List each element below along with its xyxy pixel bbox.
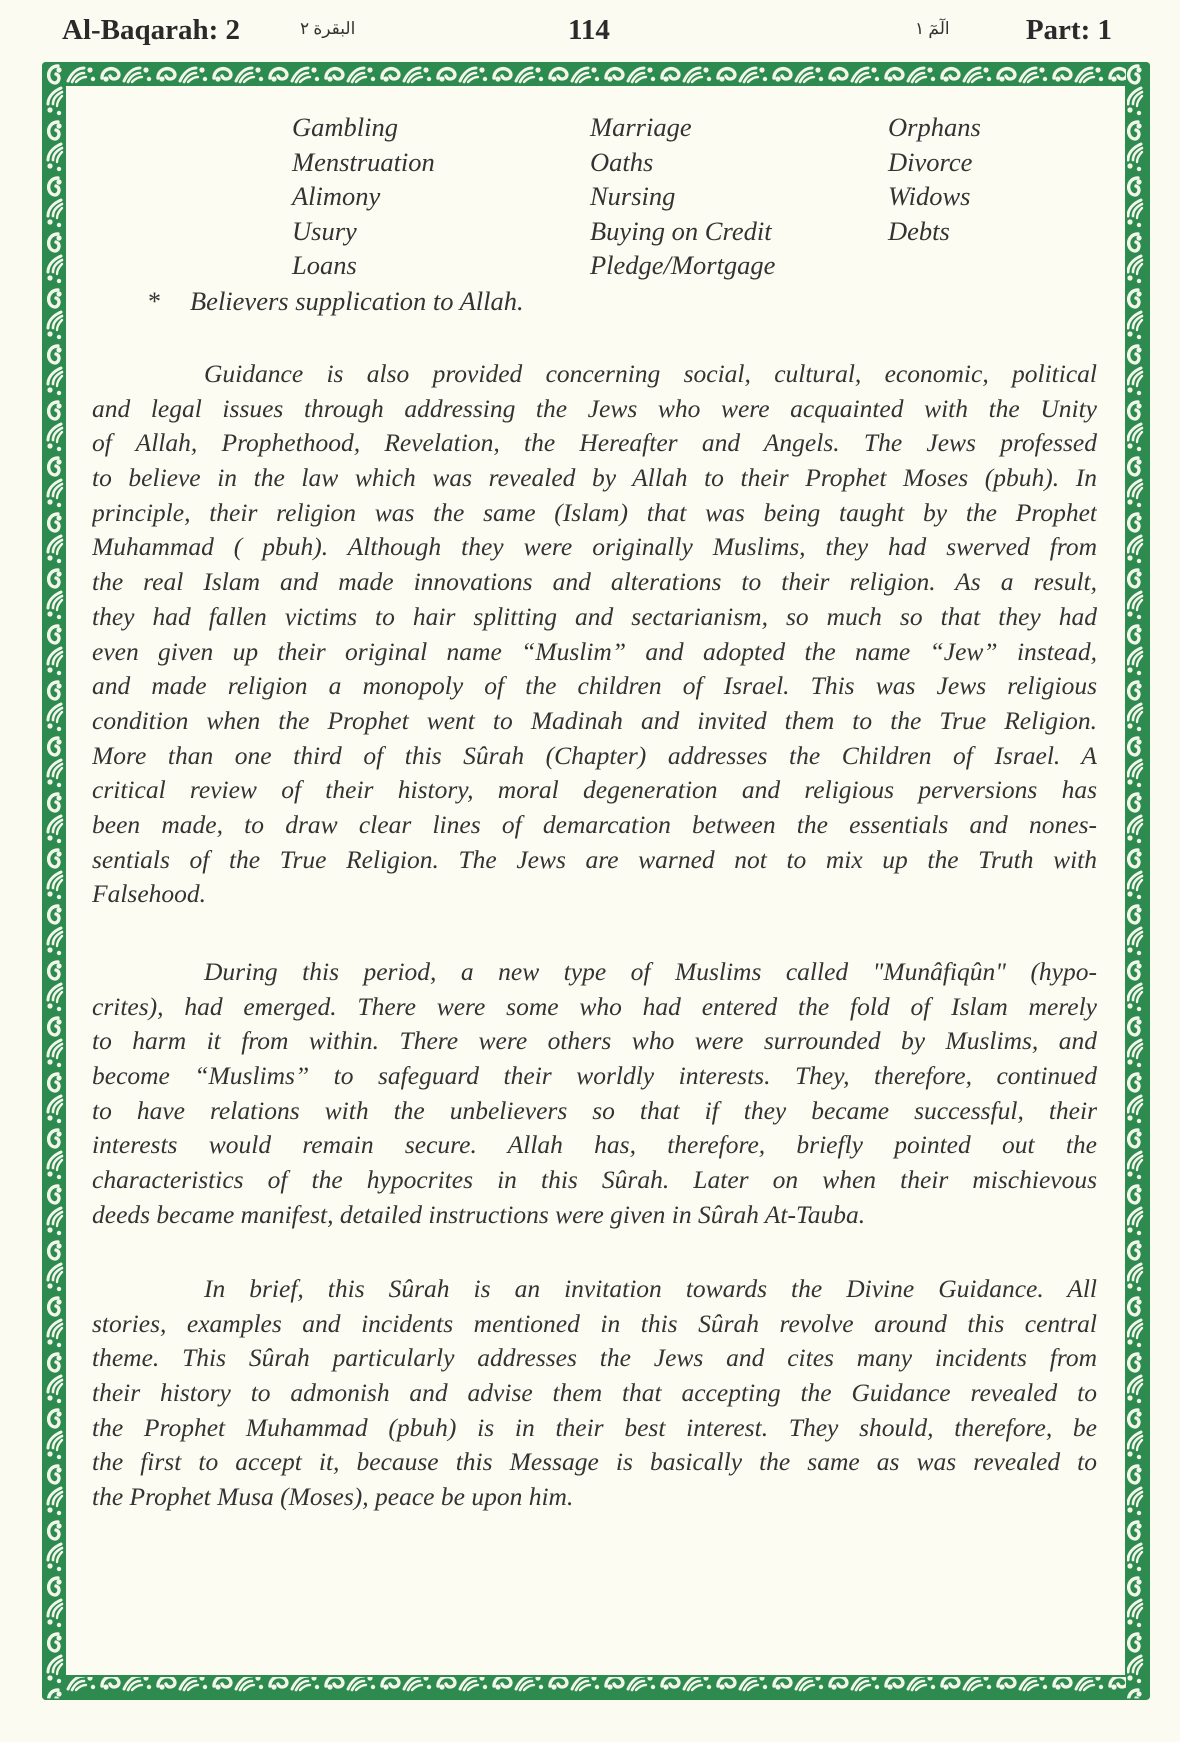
bullet-item (148, 283, 524, 320)
paragraph-2 (92, 955, 1097, 1233)
paragraph-3 (92, 1272, 1097, 1515)
topic-item: Buying on Credit (590, 215, 772, 246)
topic-item: Menstruation (292, 146, 435, 177)
paragraph-line: condition when the Prophet went to Madinah and invited them to the True Religion. (92, 705, 1097, 735)
paragraph-line: the real Islam and made innovations and alterations to their religion. As a result, (92, 567, 1097, 597)
topic-item: Debts (888, 215, 950, 246)
topic-item: Loans (292, 250, 357, 281)
paragraph-line: they had fallen victims to hair splitting and sectarianism, so much so that they had (92, 601, 1097, 631)
part-label: Part: 1 (1025, 14, 1112, 46)
topic-item: Divorce (888, 146, 973, 177)
topic-item: Widows (888, 181, 971, 212)
paragraph-line: theme. This Sûrah particularly addresses the Jews and cites many incidents from (92, 1343, 1097, 1373)
paragraph-line: Guidance is also provided concerning social, cultural, economic, political (204, 359, 1097, 388)
paragraph-line: Muhammad ( pbuh). Although they were originally Muslims, they had swerved from (92, 532, 1097, 562)
paragraph-line: their history to admonish and advise them that accepting the Guidance revealed to (92, 1378, 1097, 1408)
paragraph-line: characteristics of the hypocrites in this Sûrah. Later on when their mischievous (92, 1165, 1097, 1195)
topic-item: Oaths (590, 146, 654, 177)
page-number: 114 (568, 14, 610, 46)
topics-column-1 (292, 110, 435, 283)
topic-item: Marriage (590, 112, 692, 142)
paragraph-line: the Prophet Muhammad (pbuh) is in their best interest. They should, therefore, be (92, 1412, 1097, 1442)
topic-item: Orphans (888, 112, 981, 142)
paragraph-line: stories, examples and incidents mentioned in this Sûrah revolve around this central (92, 1308, 1097, 1338)
part-arabic-label: الٓمٓ ١ (915, 19, 950, 38)
paragraph-line: During this period, a new type of Muslims called "Munâfiqûn" (hypo- (204, 957, 1097, 986)
topic-item: Alimony (292, 181, 381, 212)
paragraph-line: and made religion a monopoly of the children of Israel. This was Jews religious (92, 671, 1097, 701)
paragraph-line: In brief, this Sûrah is an invitation towards the Divine Guidance. All (204, 1274, 1097, 1303)
paragraph-line: interests would remain secure. Allah has, therefore, briefly pointed out the (92, 1130, 1097, 1160)
paragraph-line: More than one third of this Sûrah (Chapter) addresses the Children of Israel. A (92, 740, 1097, 770)
paragraph-line: and legal issues through addressing the Jews who were acquainted with the Unity (92, 393, 1097, 423)
bullet-text: Believers supplication to Allah. (190, 286, 524, 316)
topics-column-2 (590, 110, 775, 283)
paragraph-line: deeds became manifest, detailed instructions were given in Sûrah At-Tauba. (92, 1199, 866, 1229)
asterisk-bullet-icon: * (148, 287, 161, 316)
topics-column-3 (888, 110, 981, 248)
paragraph-line: of Allah, Prophethood, Revelation, the Hereafter and Angels. The Jews professed (92, 428, 1097, 458)
running-header (0, 8, 1180, 52)
surah-arabic-label: البقرة ٢ (300, 19, 356, 38)
paragraph-line: become “Muslims” to safeguard their worldly interests. They, therefore, continued (92, 1061, 1097, 1091)
topic-item: Pledge/Mortgage (590, 250, 776, 281)
topic-item: Usury (292, 215, 357, 246)
paragraph-line: principle, their religion was the same (Islam) that was being taught by the Prophet (92, 497, 1097, 527)
topic-item: Nursing (590, 181, 676, 212)
paragraph-line: the first to accept it, because this Message is basically the same as was revealed to (92, 1447, 1097, 1477)
paragraph-line: been made, to draw clear lines of demarcation between the essentials and nones- (92, 809, 1097, 839)
paragraph-line: to harm it from within. There were others who were surrounded by Muslims, and (92, 1026, 1097, 1056)
paragraph-line: to believe in the law which was revealed by Allah to their Prophet Moses (pbuh). In (92, 463, 1097, 493)
paragraph-line: to have relations with the unbelievers so that if they became successful, their (92, 1095, 1097, 1125)
paragraph-1 (92, 357, 1097, 912)
paragraph-line: sentials of the True Religion. The Jews are warned not to mix up the Truth with (92, 844, 1097, 874)
paragraph-line: even given up their original name “Muslim” and adopted the name “Jew” instead, (92, 636, 1097, 666)
surah-label: Al-Baqarah: 2 (62, 14, 241, 46)
paragraph-line: critical review of their history, moral degeneration and religious perversions has (92, 775, 1097, 805)
paragraph-line: crites), had emerged. There were some who had entered the fold of Islam merely (92, 991, 1097, 1021)
paragraph-line: the Prophet Musa (Moses), peace be upon him. (92, 1482, 574, 1512)
paragraph-line: Falsehood. (92, 879, 207, 909)
topic-item: Gambling (292, 112, 398, 142)
